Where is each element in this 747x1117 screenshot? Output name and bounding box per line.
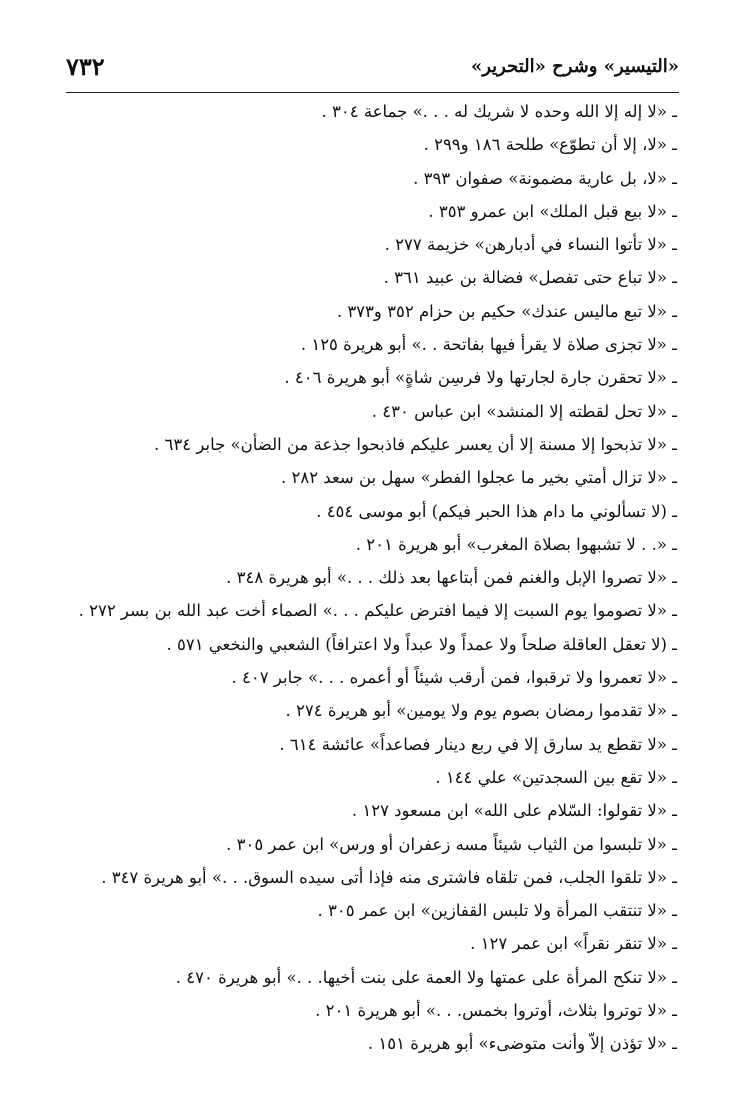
list-item: ـ «لا تبع ماليس عندك» حكيم بن حزام ٣٥٢ و٣٧٣ . (336, 301, 677, 321)
list-item: ـ «لا تذبحوا إلا مسنة إلا أن يعسر عليكم فاذبحوا جذعة من الضأن» جابر ٦٣٤ . (154, 434, 677, 454)
list-item: ـ «لا إله إلا الله وحده لا شريك له . . .» جماعة ٣٠٤ . (321, 102, 677, 121)
page-number: ٧٣٢ (66, 52, 105, 81)
list-item: ـ (لا تعقل العاقلة صلحاً ولا عمداً ولا عبداً ولا اعترافاً) الشعبي والنخعي ٥٧١ . (166, 634, 677, 654)
list-item: ـ «لا تعمروا ولا ترقبوا، فمن أرقب شيئاً أو أعمره . . .» جابر ٤٠٧ . (231, 668, 677, 688)
list-item: ـ «لا توتروا بثلاث، أوتروا بخمس. . .» أبو هريرة ٢٠١ . (315, 1001, 677, 1021)
header-rule (66, 92, 679, 93)
list-item: ـ «لا بيع قبل الملك» ابن عمرو ٣٥٣ . (428, 201, 677, 221)
list-item: ـ «لا تؤذن إلاّ وأنت متوضىء» أبو هريرة ١٥١ . (367, 1034, 677, 1054)
list-item: ـ «لا، إلا أن تطوّع» طلحة ١٨٦ و٢٩٩ . (423, 135, 677, 155)
list-item: ـ «لا تصروا الإبل والغنم فمن أبتاعها بعد ذلك . . .» أبو هريرة ٣٤٨ . (226, 568, 677, 588)
list-item: ـ «لا تزال أمتي بخير ما عجلوا الفطر» سهل بن سعد ٢٨٢ . (280, 468, 677, 488)
list-item: ـ «لا، بل عارية مضمونة» صفوان ٣٩٣ . (413, 168, 677, 188)
list-item: ـ «لا تحقرن جارة لجارتها ولا فرسِن شاةٍ» أبو هريرة ٤٠٦ . (284, 368, 677, 388)
list-item: ـ «لا تحل لقطته إلا المنشد» ابن عباس ٤٣٠ . (371, 401, 677, 421)
list-item: ـ «لا تنتقب المرأة ولا تلبس القفازين» ابن عمر ٣٠٥ . (317, 901, 677, 921)
list-item: ـ «لا تقولوا: السّلام على الله» ابن مسعود ١٢٧ . (351, 801, 677, 821)
list-item: ـ «لا تأتوا النساء في أدبارهن» خزيمة ٢٧٧ . (384, 235, 677, 255)
list-item: ـ «لا تباع حتى تفصل» فضالة بن عبيد ٣٦١ . (383, 268, 677, 288)
list-item: ـ «لا تنقر نقراً» ابن عمر ١٢٧ . (470, 934, 677, 954)
list-item: ـ «لا تلبسوا من الثياب شيئاً مسه زعفران أو ورس» ابن عمر ٣٠٥ . (226, 834, 677, 854)
list-item: ـ «لا تلقوا الجلب، فمن تلقاه فاشترى منه فإذا أتى سيده السوق. . .» أبو هريرة ٣٤٧ . (101, 867, 677, 887)
list-item: ـ «لا تقطع يد سارق إلا في ربع دينار فصاعداً» عائشة ٦١٤ . (279, 734, 677, 754)
list-item: ـ «لا تصوموا يوم السبت إلا فيما افترض عليكم . . .» الصماء أخت عبد الله بن بسر ٢٧٢ . (78, 601, 677, 621)
list-item: ـ «لا تنكح المرأة على عمتها ولا العمة على بنت أخيها. . .» أبو هريرة ٤٧٠ . (175, 967, 677, 987)
list-item: ـ (لا تسألوني ما دام هذا الحبر فيكم) أبو موسى ٤٥٤ . (316, 501, 677, 521)
list-item: ـ «لا تقع بين السجدتين» علي ١٤٤ . (435, 767, 677, 787)
header-title: «التيسير» وشرح «التحرير» (470, 56, 679, 77)
running-header (66, 54, 679, 90)
list-item: ـ «لا تقدموا رمضان بصوم يوم ولا يومين» أبو هريرة ٢٧٤ . (285, 701, 677, 721)
list-item: ـ «. . لا تشبهوا بصلاة المغرب» أبو هريرة ٢٠١ . (355, 534, 677, 554)
list-item: ـ «لا تجزى صلاة لا يقرأ فيها بفاتحة . .» أبو هريرة ١٢٥ . (300, 335, 677, 355)
hadith-index-list (40, 95, 677, 1061)
